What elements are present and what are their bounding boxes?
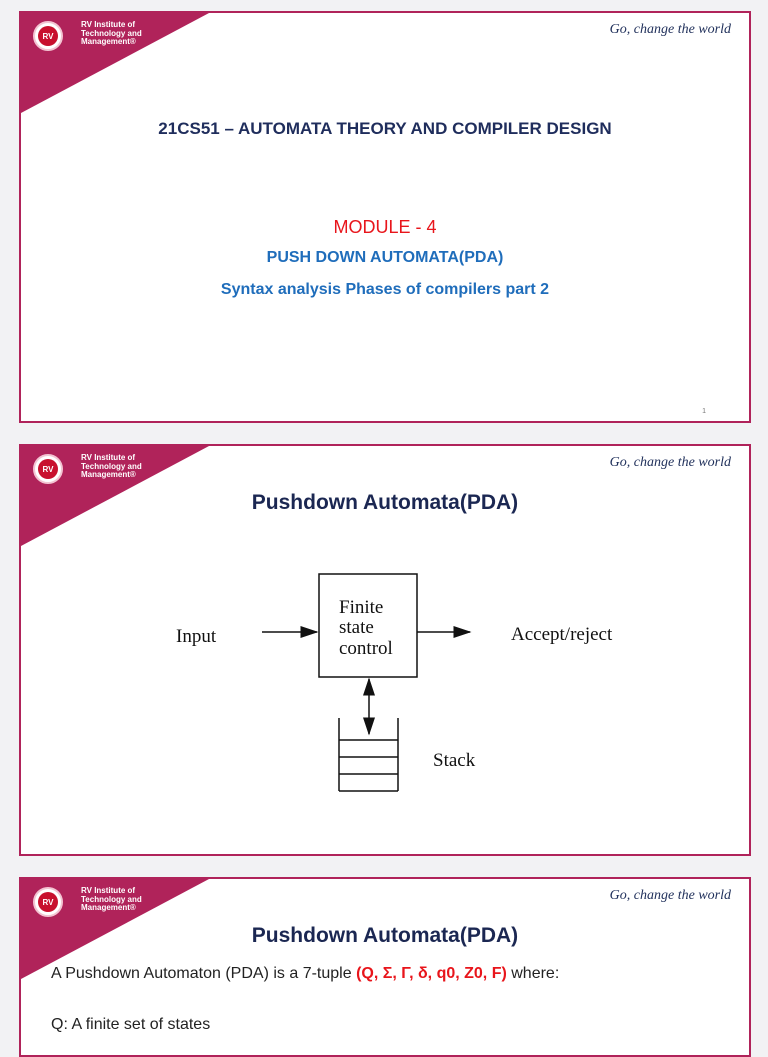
tagline: Go, change the world bbox=[609, 22, 731, 37]
slide-3 bbox=[19, 877, 751, 1057]
institute-line-1: RV Institute of bbox=[81, 20, 136, 29]
module-subtitle-syntax: Syntax analysis Phases of compilers part 2 bbox=[220, 281, 550, 298]
institute-line-3: Management® bbox=[81, 903, 136, 912]
institute-name bbox=[81, 887, 142, 913]
tagline: Go, change the world bbox=[609, 888, 731, 903]
institute-line-2: Technology and bbox=[81, 28, 142, 38]
tagline: Go, change the world bbox=[609, 455, 731, 470]
institute-name bbox=[81, 21, 142, 47]
slide-title: Pushdown Automata(PDA) bbox=[251, 491, 519, 514]
institute-line-2: Technology and bbox=[81, 894, 142, 904]
rv-logo-mark: RV bbox=[38, 892, 58, 912]
definition-prefix: A Pushdown Automaton (PDA) is a 7-tuple bbox=[51, 965, 357, 982]
institute-line-1: RV Institute of bbox=[81, 453, 136, 462]
institute-line-3: Management® bbox=[81, 470, 136, 479]
module-subtitle-pda: PUSH DOWN AUTOMATA(PDA) bbox=[266, 249, 504, 266]
accept-reject-label: Accept/reject bbox=[511, 624, 613, 645]
control-label-line-3: control bbox=[339, 638, 393, 659]
rv-logo bbox=[33, 21, 63, 51]
control-label-line-2: state bbox=[339, 617, 374, 638]
states-definition: Q: A finite set of states bbox=[51, 1016, 211, 1033]
page-number: 1 bbox=[702, 408, 706, 415]
slide-1 bbox=[19, 11, 751, 423]
module-label: MODULE - 4 bbox=[333, 217, 437, 237]
slide-title: Pushdown Automata(PDA) bbox=[251, 924, 519, 947]
pda-definition bbox=[51, 965, 559, 983]
rv-logo bbox=[33, 887, 63, 917]
institute-line-2: Technology and bbox=[81, 461, 142, 471]
institute-line-3: Management® bbox=[81, 37, 136, 46]
definition-suffix: where: bbox=[506, 965, 560, 982]
rv-logo-mark: RV bbox=[38, 459, 58, 479]
course-title: 21CS51 – AUTOMATA THEORY AND COMPILER DESIGN bbox=[158, 119, 612, 138]
rv-logo-mark: RV bbox=[38, 26, 58, 46]
definition-tuple: (Q, Σ, Γ, δ, q0, Z0, F) bbox=[356, 965, 507, 982]
slide-2 bbox=[19, 444, 751, 856]
stack-label: Stack bbox=[433, 750, 476, 771]
pda-diagram bbox=[21, 446, 749, 854]
input-label: Input bbox=[176, 626, 217, 647]
control-label-line-1: Finite bbox=[339, 597, 384, 618]
institute-line-1: RV Institute of bbox=[81, 886, 136, 895]
